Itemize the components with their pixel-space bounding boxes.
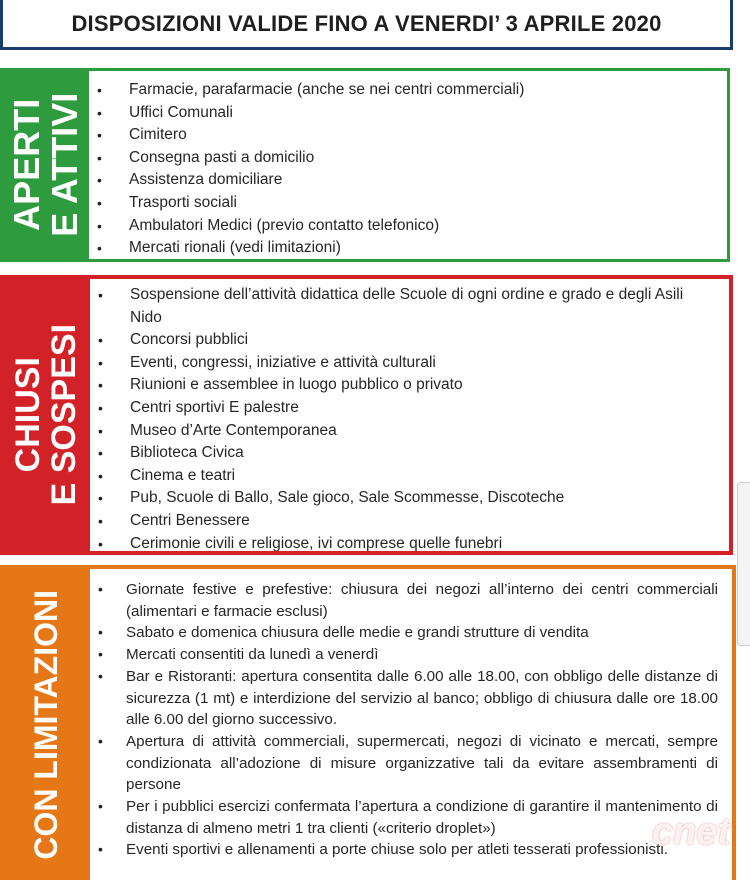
- page-header: [0, 0, 733, 50]
- section-closed-label-line2: E SOSPESI: [45, 324, 83, 506]
- section-open-label: [3, 71, 89, 259]
- section-closed-label-line1: CHIUSI: [9, 357, 48, 473]
- section-open-label-line1: APERTI: [6, 99, 48, 232]
- list-item: • Consegna pasti a domicilio: [89, 147, 717, 170]
- list-item: • Farmacie, parafarmacie (anche se nei centri commerciali): [89, 79, 717, 102]
- list-item: • Centri Benessere: [90, 510, 719, 533]
- list-item: • Eventi, congressi, iniziative e attività culturali: [90, 352, 719, 375]
- list-item: • Uffici Comunali: [89, 102, 717, 125]
- list-item: • Sospensione dell’attività didattica delle Scuole di ogni ordine e grado e degli Asili Nido: [90, 284, 719, 329]
- side-scroll-tab[interactable]: [737, 482, 750, 646]
- list-item: • Museo d’Arte Contemporanea: [90, 420, 719, 443]
- list-item: • Cinema e teatri: [90, 465, 719, 488]
- list-item: • Concorsi pubblici: [90, 329, 719, 352]
- list-item: • Apertura di attività commerciali, supermercati, negozi di vicinato e mercati, sempre condizionata all’adozione di misure organizzative tali da evitare assembramenti di persone: [90, 731, 722, 796]
- list-item: • Mercati rionali (vedi limitazioni): [89, 237, 717, 259]
- section-open-label-line2: E ATTIVI: [44, 93, 85, 237]
- section-open: [0, 68, 730, 262]
- section-limits-list-box: [90, 569, 732, 880]
- page-title: DISPOSIZIONI VALIDE FINO A VENERDI’ 3 APRILE 2020: [71, 10, 662, 36]
- list-item: • Mercati consentiti da lunedì a venerdì: [90, 644, 722, 666]
- list-item: • Cimitero: [89, 124, 717, 147]
- list-item: • Riunioni e assemblee in luogo pubblico o privato: [90, 374, 719, 397]
- list-item: • Cerimonie civili e religiose, ivi comprese quelle funebri: [90, 533, 719, 551]
- section-open-list: [89, 79, 717, 259]
- section-closed-list-box: [90, 279, 729, 551]
- section-limits-label-line1: CON LIMITAZIONI: [28, 589, 65, 860]
- section-closed-list: [90, 284, 719, 551]
- list-item: • Ambulatori Medici (previo contatto telefonico): [89, 215, 717, 238]
- section-closed-label: [4, 279, 90, 551]
- list-item: • Per i pubblici esercizi confermata l’apertura a condizione di garantire il mantenimento di distanza di almeno metri 1 tra clienti («criterio droplet»): [90, 796, 722, 839]
- list-item: • Pub, Scuole di Ballo, Sale gioco, Sale Scommesse, Discoteche: [90, 487, 719, 510]
- section-open-list-box: [89, 71, 727, 259]
- list-item: • Centri sportivi E palestre: [90, 397, 719, 420]
- list-item: • Trasporti sociali: [89, 192, 717, 215]
- list-item: • Biblioteca Civica: [90, 442, 719, 465]
- section-limits-list: [90, 579, 722, 861]
- section-limits-label: [4, 569, 90, 880]
- list-item: • Assistenza domiciliare: [89, 169, 717, 192]
- watermark-logo: cnet: [651, 811, 730, 853]
- section-closed: [0, 275, 733, 555]
- list-item: • Sabato e domenica chiusura delle medie e grandi strutture di vendita: [90, 622, 722, 644]
- list-item: • Giornate festive e prefestive: chiusura dei negozi all’interno dei centri commerciali (alimentari e farmacie esclusi): [90, 579, 722, 622]
- section-limits: [0, 565, 736, 880]
- list-item: • Eventi sportivi e allenamenti a porte chiuse solo per atleti tesserati professionisti.: [90, 839, 722, 861]
- list-item: • Bar e Ristoranti: apertura consentita dalle 6.00 alle 18.00, con obbligo delle distanze di sicurezza (1 mt) e interdizione del servizio al banco; obbligo di chiusura dalle ore 18.00 alle 6.00 del giorno successivo.: [90, 666, 722, 731]
